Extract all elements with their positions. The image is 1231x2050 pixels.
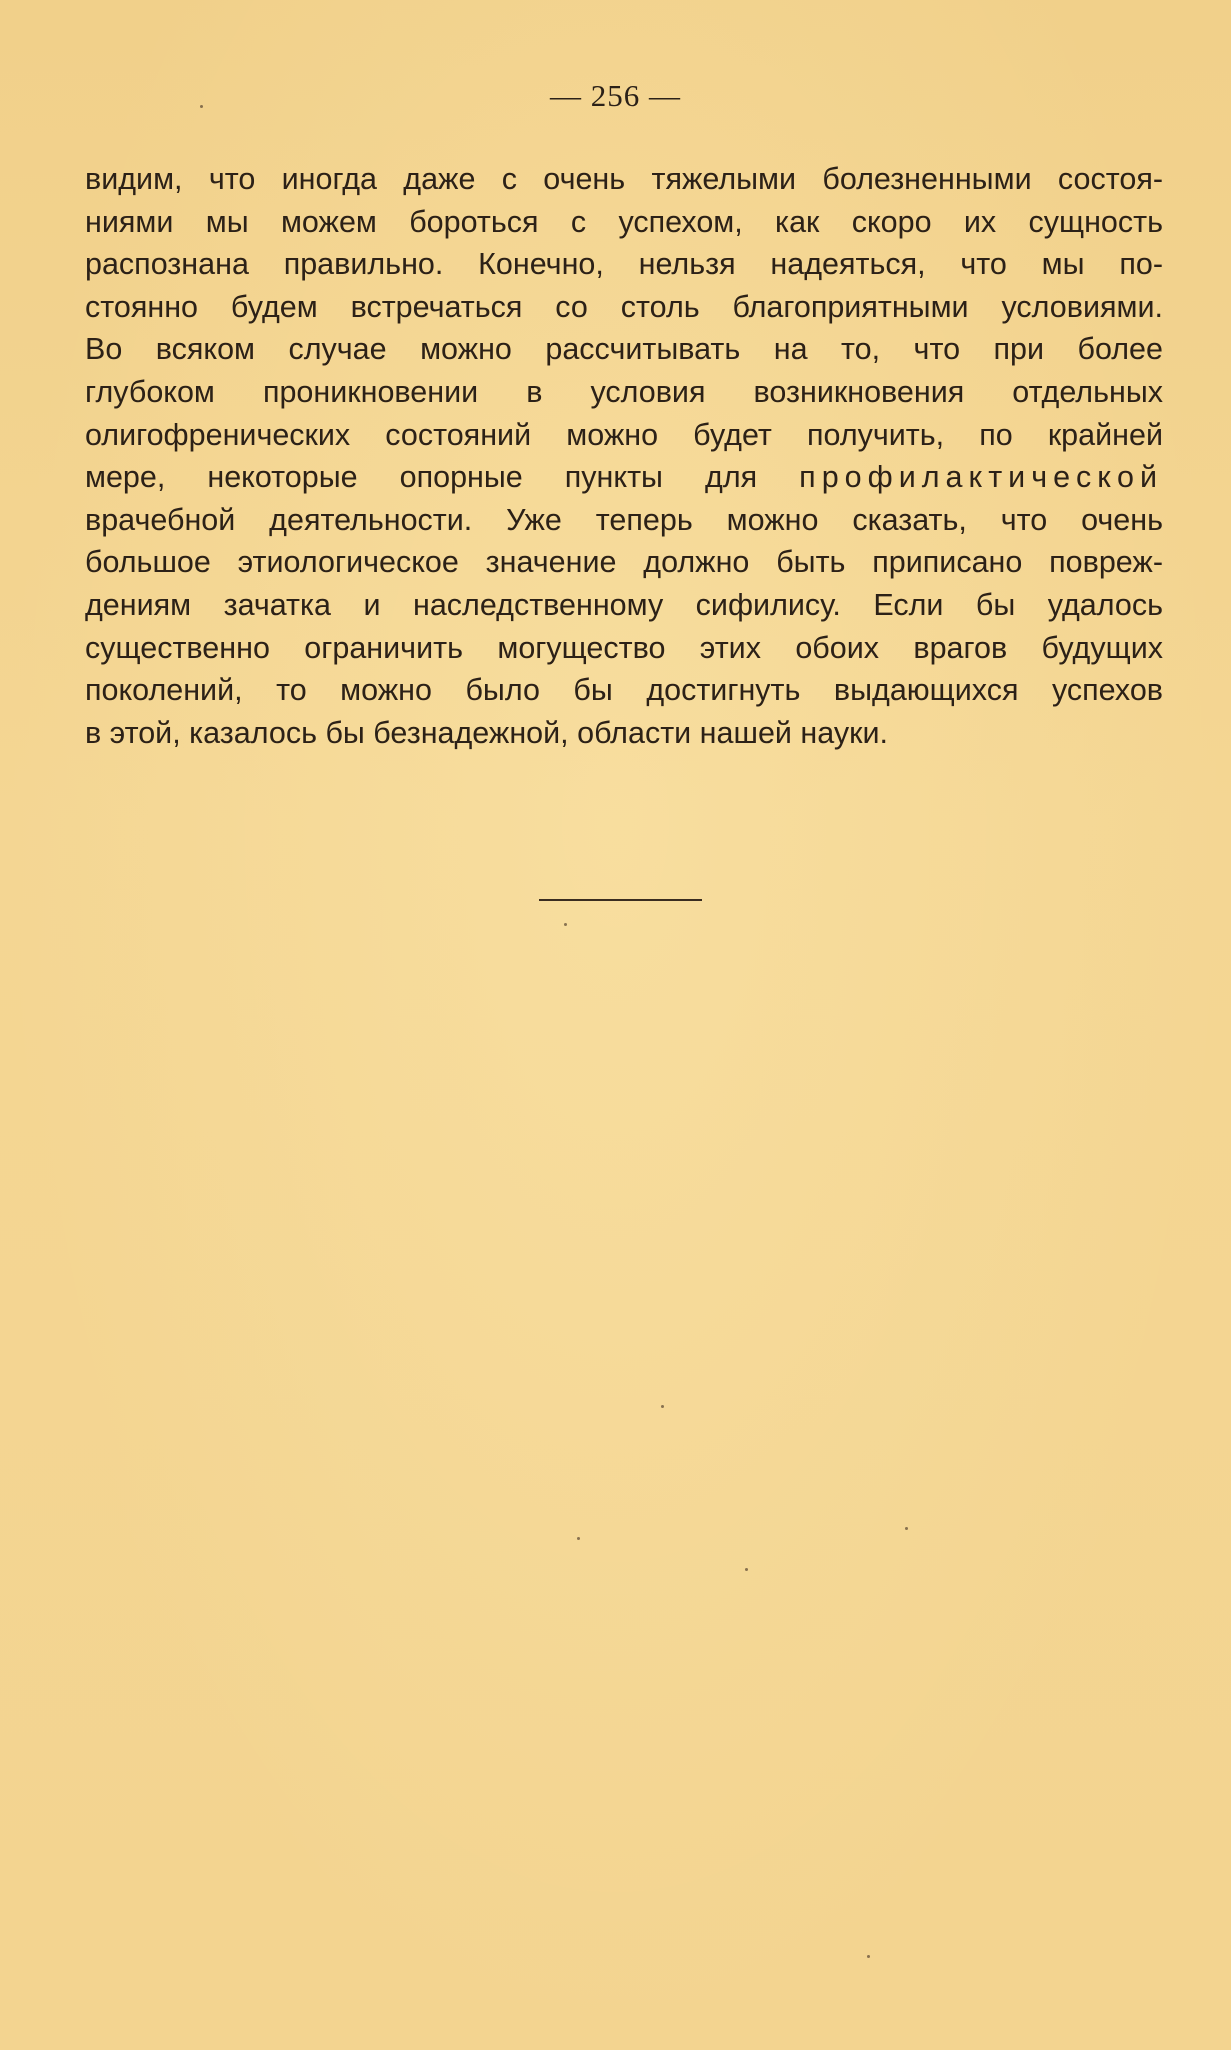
- text-line: врачебной деятельности. Уже теперь можно сказать, что очень: [85, 502, 1163, 537]
- paper-speck: [745, 1568, 748, 1571]
- text-line-with-spaced-word: [85, 456, 1163, 499]
- text-line-prefix: мере, некоторые опорные пункты для: [85, 460, 800, 495]
- text-line: ниями мы можем бороться с успехом, как скоро их сущность: [85, 204, 1163, 239]
- paper-speck: [905, 1527, 908, 1530]
- paper-speck: [200, 105, 203, 108]
- page-number: — 256 —: [550, 78, 681, 113]
- text-line: большое этиологическое значение должно быть приписано повреж-: [85, 545, 1163, 580]
- text-line: олигофренических состояний можно будет получить, по крайней: [85, 417, 1163, 452]
- paper-speck: [867, 1955, 870, 1958]
- text-line: поколений, то можно было бы достигнуть выдающихся успехов: [85, 673, 1163, 708]
- text-line: существенно ограничить могущество этих обоих врагов будущих: [85, 630, 1163, 665]
- text-line-last: в этой, казалось бы безнадежной, области нашей науки.: [85, 715, 888, 750]
- text-line: дениям зачатка и наследственному сифилису. Если бы удалось: [85, 587, 1163, 622]
- text-line: Во всяком случае можно рассчитывать на то, что при более: [85, 332, 1163, 367]
- paper-speck: [577, 1537, 580, 1540]
- end-divider: [539, 899, 702, 901]
- text-line: видим, что иногда даже с очень тяжелыми болезненными состоя-: [85, 162, 1163, 196]
- text-line: распознана правильно. Конечно, нельзя надеяться, что мы по-: [85, 247, 1163, 282]
- text-line: стоянно будем встречаться со столь благоприятными условиями.: [85, 289, 1163, 324]
- text-line: глубоком проникновении в условия возникновения отдельных: [85, 374, 1163, 409]
- body-paragraph: [85, 158, 1163, 754]
- paper-speck: [564, 923, 567, 926]
- paper-speck: [661, 1405, 664, 1408]
- spaced-emphasis-word: профилактической: [799, 460, 1163, 495]
